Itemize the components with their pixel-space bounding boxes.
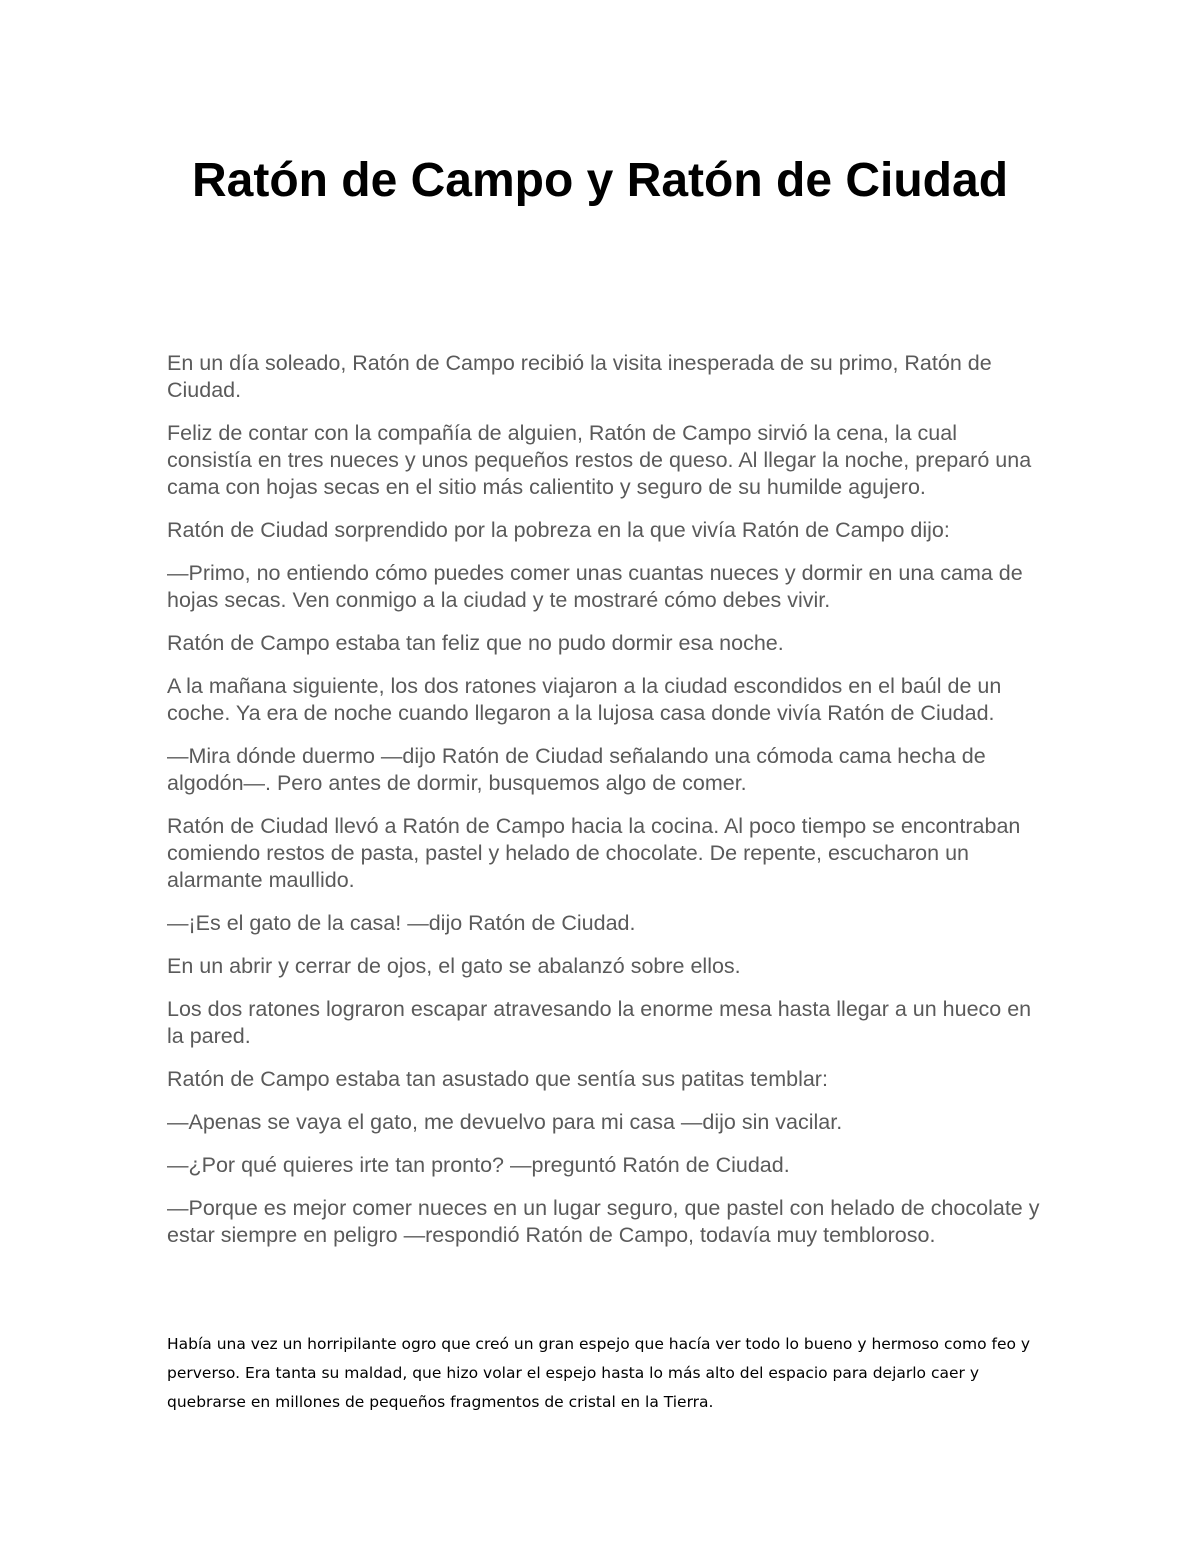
story-paragraph: —Primo, no entiendo cómo puedes comer unas cuantas nueces y dormir en una cama de hojas secas. Ven conmigo a la ciudad y te mostraré cómo debes vivir. <box>167 561 1023 612</box>
story-paragraph: Ratón de Ciudad llevó a Ratón de Campo hacia la cocina. Al poco tiempo se encontraban comiendo restos de pasta, pastel y helado de chocolate. De repente, escucharon un alarmante maullido. <box>167 814 1021 892</box>
story-paragraph: Ratón de Ciudad sorprendido por la pobreza en la que vivía Ratón de Campo dijo: <box>167 518 950 542</box>
story-paragraph: Ratón de Campo estaba tan feliz que no pudo dormir esa noche. <box>167 631 784 655</box>
story-paragraph: —Mira dónde duermo —dijo Ratón de Ciudad señalando una cómoda cama hecha de algodón—. Pero antes de dormir, busquemos algo de comer. <box>167 744 986 795</box>
story-paragraph: En un día soleado, Ratón de Campo recibió la visita inesperada de su primo, Ratón de Ciudad. <box>167 351 992 402</box>
story-paragraph: A la mañana siguiente, los dos ratones viajaron a la ciudad escondidos en el baúl de un coche. Ya era de noche cuando llegaron a la lujosa casa donde vivía Ratón de Ciudad. <box>167 674 1002 725</box>
story-paragraph: —¡Es el gato de la casa! —dijo Ratón de Ciudad. <box>167 911 636 935</box>
story-paragraph: —¿Por qué quieres irte tan pronto? —preguntó Ratón de Ciudad. <box>167 1153 790 1177</box>
closing-paragraph: Había una vez un horripilante ogro que creó un gran espejo que hacía ver todo lo bueno y hermoso como feo y perverso. Era tanta su maldad, que hizo volar el espejo hasta lo más alto del espacio para dejarlo caer y quebrarse en millones de pequeños fragmentos de cristal en la Tierra. <box>167 1335 1031 1411</box>
story-paragraph: Ratón de Campo estaba tan asustado que sentía sus patitas temblar: <box>167 1067 828 1091</box>
document-title: Ratón de Campo y Ratón de Ciudad <box>191 154 1009 207</box>
story-paragraph: Los dos ratones lograron escapar atravesando la enorme mesa hasta llegar a un hueco en la pared. <box>167 997 1032 1048</box>
story-paragraph: —Porque es mejor comer nueces en un lugar seguro, que pastel con helado de chocolate y estar siempre en peligro —respondió Ratón de Campo, todavía muy tembloroso. <box>167 1196 1040 1247</box>
story-body <box>167 350 1047 1265</box>
story-paragraph: En un abrir y cerrar de ojos, el gato se abalanzó sobre ellos. <box>167 954 741 978</box>
story-paragraph: Feliz de contar con la compañía de alguien, Ratón de Campo sirvió la cena, la cual consistía en tres nueces y unos pequeños restos de queso. Al llegar la noche, preparó una cama con hojas secas en el sitio más calientito y seguro de su humilde agujero. <box>167 421 1032 499</box>
story-paragraph: —Apenas se vaya el gato, me devuelvo para mi casa —dijo sin vacilar. <box>167 1110 843 1134</box>
